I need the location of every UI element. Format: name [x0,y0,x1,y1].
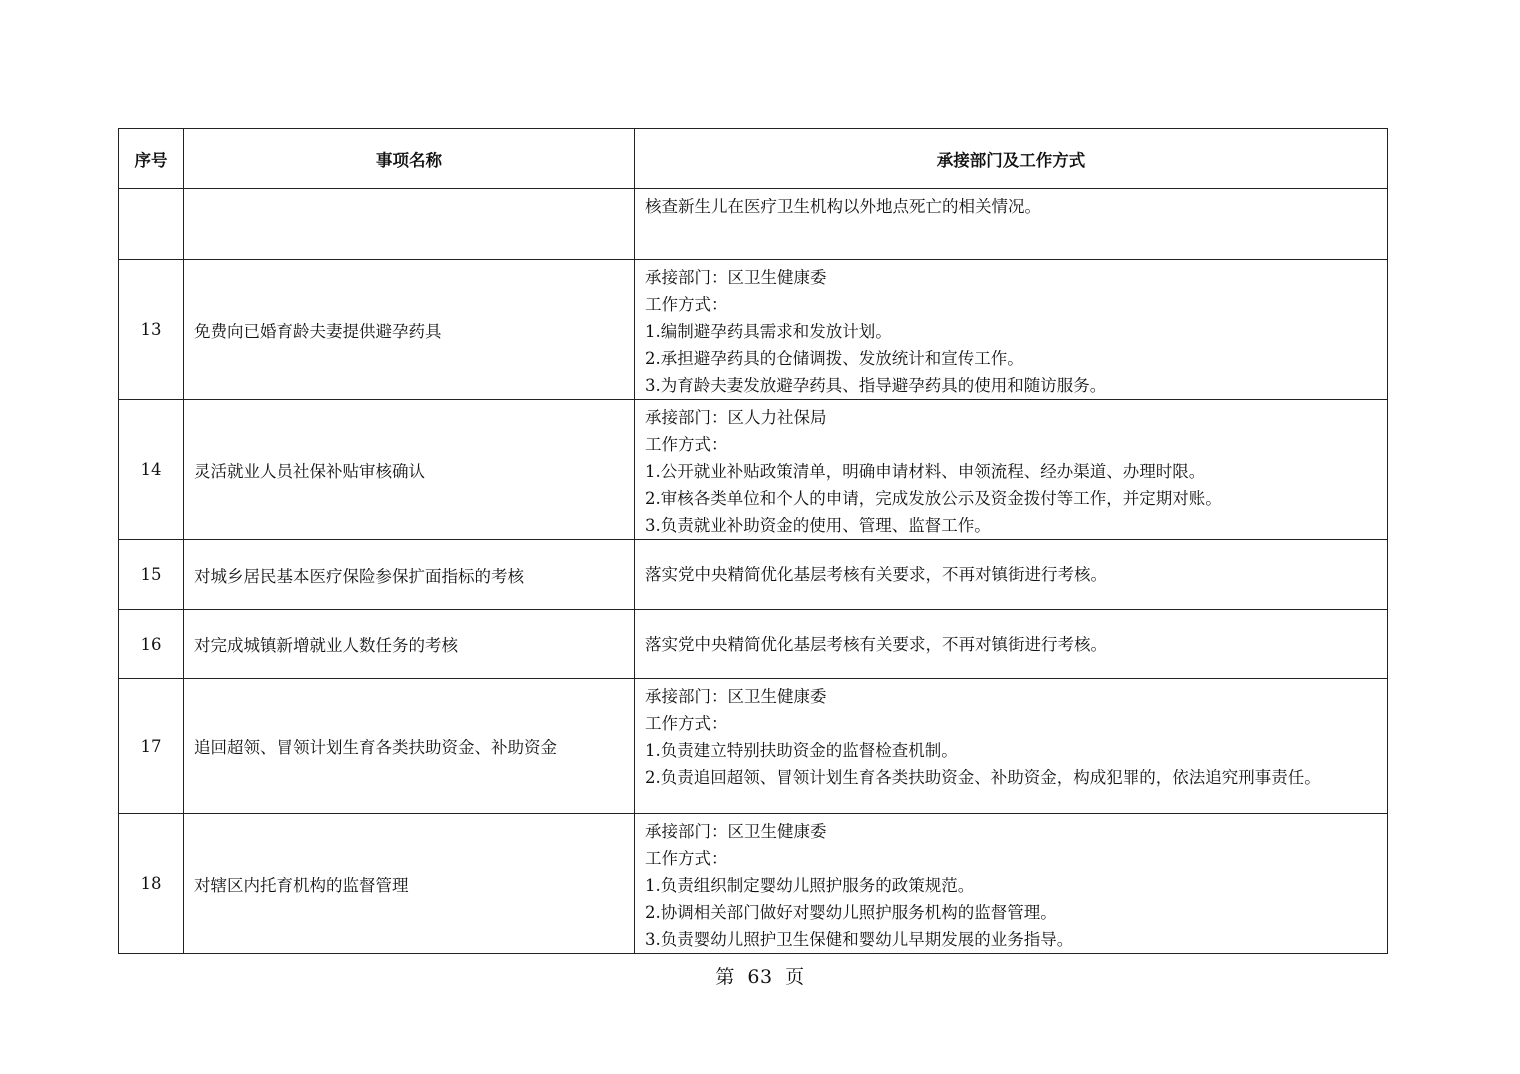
row-content [635,679,1388,814]
row-number [119,189,184,260]
page-footer [0,962,1520,989]
content-line: 2.审核各类单位和个人的申请，完成发放公示及资金拨付等工作，并定期对账。 [645,489,1222,508]
row-number: 14 [119,400,184,540]
content-line: 核查新生儿在医疗卫生机构以外地点死亡的相关情况。 [645,197,1041,216]
content-line: 工作方式： [645,714,728,733]
content-line: 工作方式： [645,295,728,314]
row-number: 18 [119,814,184,954]
row-item-name: 对辖区内托育机构的监督管理 [184,814,635,954]
table-row [119,610,1388,679]
row-content [635,260,1388,400]
page-suffix: 页 [785,966,805,988]
content-line: 承接部门：区卫生健康委 [645,687,827,706]
content-line: 3.负责婴幼儿照护卫生保健和婴幼儿早期发展的业务指导。 [645,930,1074,949]
content-line: 承接部门：区卫生健康委 [645,268,827,287]
items-table [118,128,1388,954]
row-content [635,540,1388,610]
row-number: 16 [119,610,184,679]
row-item-name: 免费向已婚育龄夫妻提供避孕药具 [184,260,635,400]
content-line: 承接部门：区人力社保局 [645,408,827,427]
page-prefix: 第 [715,966,735,988]
row-content [635,814,1388,954]
row-content [635,400,1388,540]
row-item-name [184,189,635,260]
header-item-name: 事项名称 [184,129,635,189]
table-row [119,189,1388,260]
header-number: 序号 [119,129,184,189]
row-content [635,189,1388,260]
row-item-name: 对完成城镇新增就业人数任务的考核 [184,610,635,679]
header-row [119,129,1388,189]
content-line: 工作方式： [645,849,728,868]
content-line: 3.为育龄夫妻发放避孕药具、指导避孕药具的使用和随访服务。 [645,376,1107,395]
row-item-name: 追回超领、冒领计划生育各类扶助资金、补助资金 [184,679,635,814]
page-number: 63 [747,966,773,988]
row-number: 15 [119,540,184,610]
table-row [119,260,1388,400]
table-row [119,540,1388,610]
content-line: 工作方式： [645,435,728,454]
row-number: 17 [119,679,184,814]
row-content [635,610,1388,679]
content-line: 2.负责追回超领、冒领计划生育各类扶助资金、补助资金，构成犯罪的，依法追究刑事责任。 [645,768,1321,787]
row-item-name: 灵活就业人员社保补贴审核确认 [184,400,635,540]
row-item-name: 对城乡居民基本医疗保险参保扩面指标的考核 [184,540,635,610]
table-row [119,679,1388,814]
content-line: 落实党中央精简优化基层考核有关要求，不再对镇街进行考核。 [645,634,1107,654]
content-line: 3.负责就业补助资金的使用、管理、监督工作。 [645,516,991,535]
content-line: 1.负责组织制定婴幼儿照护服务的政策规范。 [645,876,975,895]
table-row [119,400,1388,540]
header-department-method: 承接部门及工作方式 [635,129,1388,189]
content-line: 1.负责建立特别扶助资金的监督检查机制。 [645,741,958,760]
content-line: 2.协调相关部门做好对婴幼儿照护服务机构的监督管理。 [645,903,1057,922]
content-line: 1.公开就业补贴政策清单，明确申请材料、申领流程、经办渠道、办理时限。 [645,462,1206,481]
content-line: 1.编制避孕药具需求和发放计划。 [645,322,892,341]
table-row [119,814,1388,954]
content-line: 承接部门：区卫生健康委 [645,822,827,841]
content-line: 落实党中央精简优化基层考核有关要求，不再对镇街进行考核。 [645,565,1107,584]
row-number: 13 [119,260,184,400]
content-line: 2.承担避孕药具的仓储调拨、发放统计和宣传工作。 [645,349,1024,368]
